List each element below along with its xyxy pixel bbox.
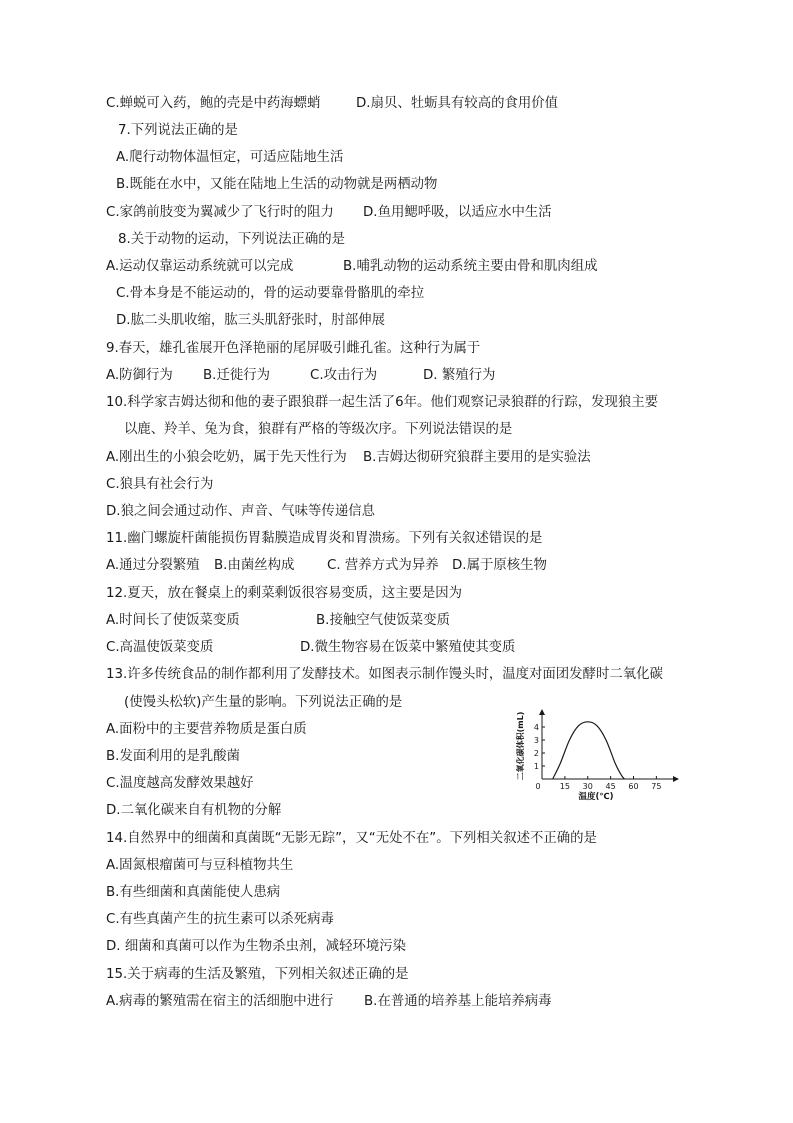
q13-stem: 13.许多传统食品的制作都利用了发酵技术。如图表示制作馒头时，温度对面团发酵时二氧化碳 — [106, 667, 663, 682]
y-tick-label: 2 — [533, 749, 539, 758]
q14-option-c: C.有些真菌产生的抗生素可以杀死病毒 — [106, 912, 334, 927]
q9-option-b: B.迁徙行为 — [203, 368, 271, 383]
q8-stem: 8.关于动物的运动，下列说法正确的是 — [118, 232, 346, 247]
q8-option-b: B.哺乳动物的运动系统主要由骨和肌肉组成 — [343, 259, 598, 274]
x-axis-arrow — [673, 776, 679, 782]
q6-option-d: D.扇贝、牡蛎具有较高的食用价值 — [356, 96, 559, 111]
co2-temperature-chart — [514, 706, 680, 802]
q10-option-b: B.吉姆达彻研究狼群主要用的是实验法 — [363, 450, 591, 465]
q9-stem: 9.春天，雄孔雀展开色泽艳丽的尾屏吸引雌孔雀。这种行为属于 — [106, 341, 481, 356]
y-axis-arrow — [539, 709, 545, 715]
x-tick-label: 15 — [559, 782, 570, 791]
q14-option-d: D. 细菌和真菌可以作为生物杀虫剂，减轻环境污染 — [106, 939, 407, 954]
q8-option-c: C.骨本身是不能运动的，骨的运动要靠骨骼肌的牵拉 — [116, 286, 425, 301]
q14-stem: 14.自然界中的细菌和真菌既“无影无踪”，又“无处不在”。下列相关叙述不正确的是 — [106, 831, 597, 846]
q7-stem: 7.下列说法正确的是 — [118, 123, 238, 138]
q12-stem: 12.夏天，放在餐桌上的剩菜剩饭很容易变质，这主要是因为 — [106, 586, 463, 601]
x-tick-label: 75 — [651, 782, 662, 791]
q12-option-b: B.接触空气使饭菜变质 — [316, 613, 450, 628]
q12-option-c: C.高温使饭菜变质 — [106, 640, 214, 655]
q10-stem: 10.科学家吉姆达彻和他的妻子跟狼群一起生活了6年。他们观察记录狼群的行踪，发现狼主要 — [106, 395, 659, 410]
q10-option-a: A.刚出生的小狼会吃奶，属于先天性行为 — [106, 450, 347, 465]
q10-option-c: C.狼具有社会行为 — [106, 477, 214, 492]
x-tick-label: 30 — [582, 782, 593, 791]
x-axis-label: 温度(℃) — [578, 792, 614, 802]
q11-option-b: B.由菌丝构成 — [214, 558, 295, 573]
q8-option-d: D.肱二头肌收缩，肱三头肌舒张时，肘部伸展 — [116, 313, 385, 328]
q7-option-a: A.爬行动物体温恒定，可适应陆地生活 — [116, 150, 344, 165]
q13-option-d: D.二氧化碳来自有机物的分解 — [106, 803, 282, 818]
q10-option-d: D.狼之间会通过动作、声音、气味等传递信息 — [106, 504, 375, 519]
q15-option-a: A.病毒的繁殖需在宿主的活细胞中进行 — [106, 994, 334, 1009]
q11-option-c: C. 营养方式为异养 — [327, 558, 439, 573]
q13-stem-continued: (使馒头松软)产生量的影响。下列说法正确的是 — [124, 695, 403, 710]
q8-option-a: A.运动仅靠运动系统就可以完成 — [106, 259, 294, 274]
q9-option-d: D. 繁殖行为 — [423, 368, 496, 383]
q9-option-c: C.攻击行为 — [310, 368, 378, 383]
y-tick-label: 4 — [533, 723, 539, 732]
q15-option-b: B.在普通的培养基上能培养病毒 — [364, 994, 552, 1009]
x-tick-label: 60 — [628, 782, 639, 791]
q7-option-d: D.鱼用鳃呼吸，以适应水中生活 — [363, 205, 552, 220]
q10-stem-continued: 以鹿、羚羊、兔为食，狼群有严格的等级次序。下列说法错误的是 — [124, 422, 513, 437]
q13-option-a: A.面粉中的主要营养物质是蛋白质 — [106, 722, 307, 737]
y-axis-label: 二氧化碳体积(mL) — [516, 711, 525, 781]
q6-option-c: C.蝉蜕可入药，鲍的壳是中药海螵蛸 — [106, 96, 321, 111]
q11-option-a: A.通过分裂繁殖 — [106, 558, 200, 573]
q13-option-c: C.温度越高发酵效果越好 — [106, 776, 254, 791]
q15-stem: 15.关于病毒的生活及繁殖，下列相关叙述正确的是 — [106, 967, 409, 982]
q13-option-b: B.发面利用的是乳酸菌 — [106, 749, 240, 764]
x-tick-label: 45 — [605, 782, 616, 791]
q11-stem: 11.幽门螺旋杆菌能损伤胃黏膜造成胃炎和胃溃疡。下列有关叙述错误的是 — [106, 531, 543, 546]
q11-option-d: D.属于原核生物 — [452, 558, 547, 573]
q7-option-b: B.既能在水中，又能在陆地上生活的动物就是两栖动物 — [116, 177, 438, 192]
q9-option-a: A.防御行为 — [106, 368, 173, 383]
y-tick-label: 1 — [533, 762, 539, 771]
q7-option-c: C.家鸽前肢变为翼减少了飞行时的阻力 — [106, 205, 334, 220]
q14-option-a: A.固氮根瘤菌可与豆科植物共生 — [106, 858, 294, 873]
q12-option-d: D.微生物容易在饭菜中繁殖使其变质 — [300, 640, 516, 655]
y-tick-label: 3 — [533, 736, 539, 745]
x-tick-label: 0 — [535, 782, 541, 791]
q14-option-b: B.有些细菌和真菌能使人患病 — [106, 885, 281, 900]
series-line — [553, 722, 625, 779]
q12-option-a: A.时间长了使饭菜变质 — [106, 613, 240, 628]
